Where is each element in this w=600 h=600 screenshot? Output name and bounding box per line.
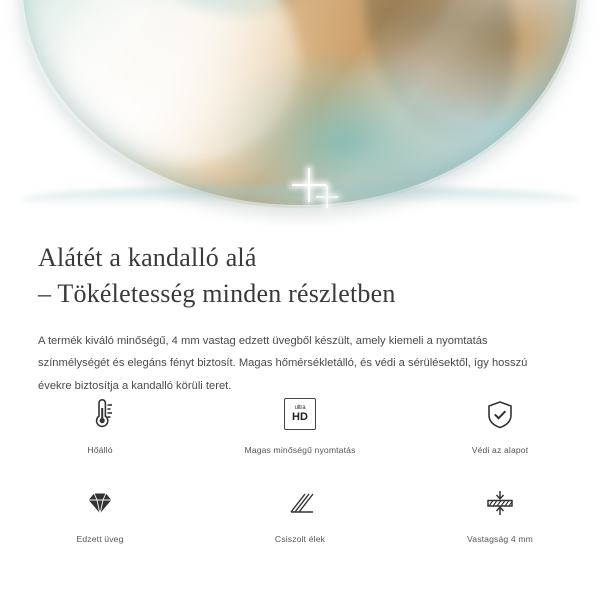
ultra-hd-badge-top: ultra <box>294 405 306 411</box>
thermometer-icon <box>80 392 120 436</box>
feature-label: Vastagság 4 mm <box>467 534 533 544</box>
page-title <box>0 225 600 312</box>
hero-image <box>0 0 600 225</box>
feature-heat-resistant <box>0 392 200 455</box>
headline-line-2: – Tökéletesség minden részletben <box>38 278 396 308</box>
ultra-hd-badge-bottom: HD <box>292 411 308 423</box>
feature-row-1 <box>0 392 600 455</box>
feature-label: Védi az alapot <box>471 445 529 455</box>
headline-line-1: Alátét a kandalló alá <box>38 243 257 272</box>
description-paragraph: A termék kiváló minőségű, 4 mm vastag edzett üvegből készült, amely kiemeli a nyomtatás színmélységét és elegáns fényt biztosít. Magas hőmérsékletálló, és védi a sérülésektől, így hosszú évekre biztosítja a kandalló körüli teret. <box>38 334 528 392</box>
feature-protects-surface <box>400 392 600 455</box>
feature-label: Magas minőségű nyomtatás <box>244 445 356 455</box>
feature-print-quality <box>200 392 400 455</box>
feature-thickness <box>400 481 600 544</box>
feature-label: Edzett üveg <box>76 534 124 544</box>
teal-streak <box>344 0 537 154</box>
shield-check-icon <box>480 392 520 436</box>
polished-edge-icon <box>280 481 320 525</box>
text-content <box>0 225 600 397</box>
round-glass-board-image <box>20 0 580 208</box>
ultra-hd-icon <box>284 392 316 436</box>
feature-label: Hőálló <box>87 445 113 455</box>
feature-list <box>0 392 600 544</box>
thickness-arrows-icon <box>480 481 520 525</box>
feature-row-2 <box>0 481 600 544</box>
diamond-icon <box>80 481 120 525</box>
feature-tempered-glass <box>0 481 200 544</box>
feature-polished-edges <box>200 481 400 544</box>
white-streak <box>65 0 300 164</box>
feature-label: Csiszolt élek <box>274 534 326 544</box>
